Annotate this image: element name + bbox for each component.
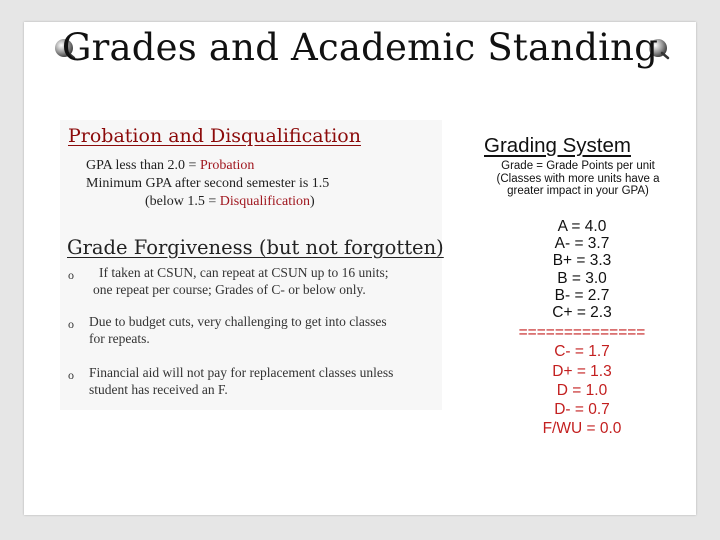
- grade-row: B+ = 3.3: [552, 252, 612, 270]
- grade-row: D = 1.0: [556, 381, 608, 399]
- grading-subtitle-line: (Classes with more units have a: [496, 172, 660, 185]
- probation-line-3-prefix: (below 1.5 =: [145, 194, 220, 209]
- grade-row: C+ = 2.3: [552, 304, 612, 322]
- list-item-line: Due to budget cuts, very challenging to get into classes: [89, 314, 387, 329]
- grade-row: B- = 2.7: [554, 286, 610, 304]
- bullet-marker: o: [68, 268, 74, 282]
- grading-system-heading: Grading System: [484, 134, 631, 157]
- probation-line-3: [145, 194, 315, 210]
- grade-row: A- = 3.7: [554, 235, 610, 253]
- grading-subtitle-line: greater impact in your GPA): [507, 185, 649, 197]
- list-item-line: Financial aid will not pay for replacement classes unless: [89, 365, 394, 380]
- grade-row: D- = 0.7: [554, 401, 610, 419]
- probation-heading: Probation and Disqualification: [68, 125, 361, 147]
- list-item-line: one repeat per course; Grades of C- or below only.: [93, 282, 366, 297]
- list-item-line: If taken at CSUN, can repeat at CSUN up to 16 units;: [99, 265, 389, 280]
- grade-scale-list: [484, 218, 680, 437]
- probation-term: Probation: [199, 158, 255, 173]
- probation-line-1-text: GPA less than 2.0 =: [86, 158, 200, 173]
- grade-divider: ==============: [518, 324, 646, 342]
- disqualification-term: Disqualification: [219, 194, 310, 209]
- grading-subtitle-line: Grade = Grade Points per unit: [501, 160, 655, 172]
- grade-row: F/WU = 0.0: [542, 420, 622, 438]
- grade-row: B = 3.0: [557, 269, 607, 287]
- bullet-marker: o: [68, 317, 74, 331]
- grade-row: D+ = 1.3: [552, 362, 612, 380]
- list-item-line: for repeats.: [89, 331, 150, 346]
- list-item: [89, 364, 439, 398]
- grade-row: C- = 1.7: [554, 343, 610, 361]
- probation-line-3-suffix: ): [309, 194, 315, 209]
- grade-row: A = 4.0: [557, 218, 607, 235]
- grading-subtitle: [478, 160, 678, 198]
- bullet-marker: o: [68, 368, 74, 382]
- list-item-line: student has received an F.: [89, 382, 228, 397]
- list-item: [93, 264, 443, 298]
- page-title: Grades and Academic Standing: [61, 26, 659, 69]
- probation-line-1: [86, 158, 254, 174]
- list-item: [89, 313, 439, 347]
- probation-line-2: Minimum GPA after second semester is 1.5: [86, 176, 330, 191]
- forgiveness-heading: Grade Forgiveness (but not forgotten): [67, 236, 444, 259]
